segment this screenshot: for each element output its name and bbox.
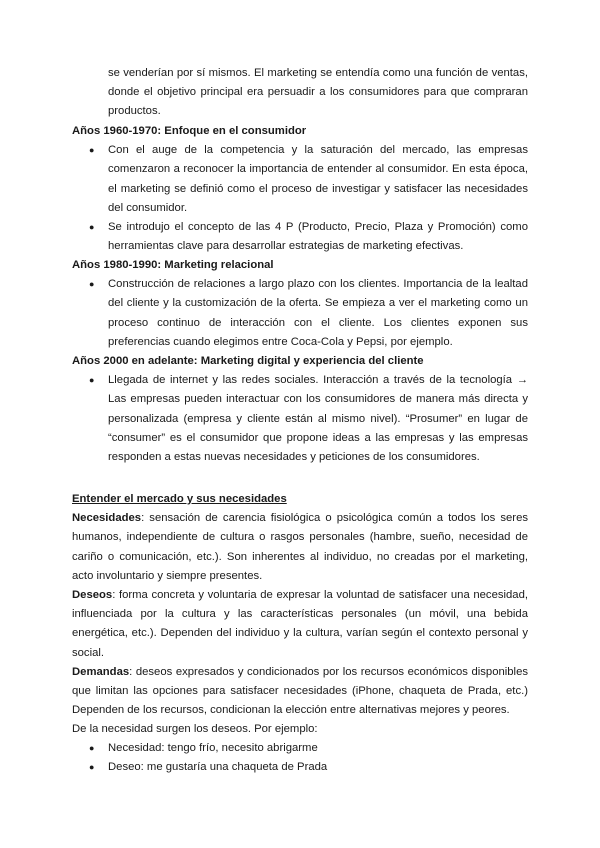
list-item: ● Llegada de internet y las redes sociales. Interacción a través de la tecnología → Las empresas pueden interactuar con los consumidores de manera más directa y personalizada (empresa y cliente están al mismo nivel). “Prosumer” en lugar de “consumer” es el consumidor que propone ideas a las empresas y las empresas responden a estas nuevas necesidades y peticiones de los consumidores. <box>0 371 600 467</box>
examples-block <box>0 720 600 778</box>
bullet-list <box>0 275 600 352</box>
list-item: ● Se introdujo el concepto de las 4 P (Producto, Precio, Plaza y Promoción) como herramientas clave para desarrollar estrategias de marketing efectivas. <box>0 218 600 256</box>
bullet-icon: ● <box>89 375 95 386</box>
market-section <box>0 490 600 720</box>
definition-paragraph: Necesidades: sensación de carencia fisiológica o psicológica común a todos los seres humanos, independiente de cultura o rasgos personales (hambre, sueño, necesidad de cariño o comunicación, etc.). Son inherentes al individuo, no creadas por el marketing, acto involuntario y siempre presentes. <box>72 512 528 582</box>
definition-term: Necesidades <box>72 512 142 525</box>
bullet-icon: ● <box>89 762 95 773</box>
bullet-list <box>0 141 600 256</box>
bullet-list <box>0 739 600 777</box>
section-heading: Años 1980-1990: Marketing relacional <box>72 259 274 271</box>
list-item: ● Construcción de relaciones a largo plazo con los clientes. Importancia de la lealtad del cliente y la customización de la oferta. Se empieza a ver el marketing como un proceso continuo de interacción con el cliente. Los clientes exponen sus preferencias cuando elegimos entre Coca-Cola y Pepsi, por ejemplo. <box>0 275 600 352</box>
definition-term: Deseos <box>72 589 113 602</box>
intro-block <box>0 64 600 122</box>
definition-term: Demandas <box>72 665 130 678</box>
definition-paragraph: Demandas: deseos expresados y condicionados por los recursos económicos disponibles que limitan las opciones para satisfacer necesidades (iPhone, chaqueta de Prada, etc.) Dependen de los recursos, condicionan la elección entre alternativas mejores y peores. <box>72 665 528 717</box>
list-item: ● Necesidad: tengo frío, necesito abrigarme <box>0 739 600 758</box>
section-2000 <box>0 352 600 467</box>
market-heading: Entender el mercado y sus necesidades <box>72 493 287 505</box>
section-heading: Años 2000 en adelante: Marketing digital y experiencia del cliente <box>72 355 424 367</box>
list-item: ● Deseo: me gustaría una chaqueta de Prada <box>0 758 600 777</box>
bullet-icon: ● <box>89 222 95 233</box>
example-intro: De la necesidad surgen los deseos. Por ejemplo: <box>72 723 318 735</box>
section-1960 <box>0 122 600 256</box>
list-item: ● Con el auge de la competencia y la saturación del mercado, las empresas comenzaron a reconocer la importancia de entender al consumidor. En esta época, el marketing se definió como el proceso de investigar y satisfacer las necesidades del consumidor. <box>0 141 600 218</box>
section-heading: Años 1960-1970: Enfoque en el consumidor <box>72 125 307 137</box>
section-1980 <box>0 256 600 352</box>
intro-paragraph: se venderían por sí mismos. El marketing se entendía como una función de ventas, donde el objetivo principal era persuadir a los consumidores para que compraran productos. <box>108 67 528 118</box>
definition-paragraph: Deseos: forma concreta y voluntaria de expresar la voluntad de satisfacer una necesidad, influenciada por la cultura y las características personales (un móvil, una bebida energética, etc.). Dependen del individuo y la cultura, varían según el contexto personal y social. <box>72 589 528 659</box>
bullet-icon: ● <box>89 145 95 156</box>
bullet-icon: ● <box>89 279 95 290</box>
bullet-icon: ● <box>89 743 95 754</box>
bullet-list <box>0 371 600 467</box>
